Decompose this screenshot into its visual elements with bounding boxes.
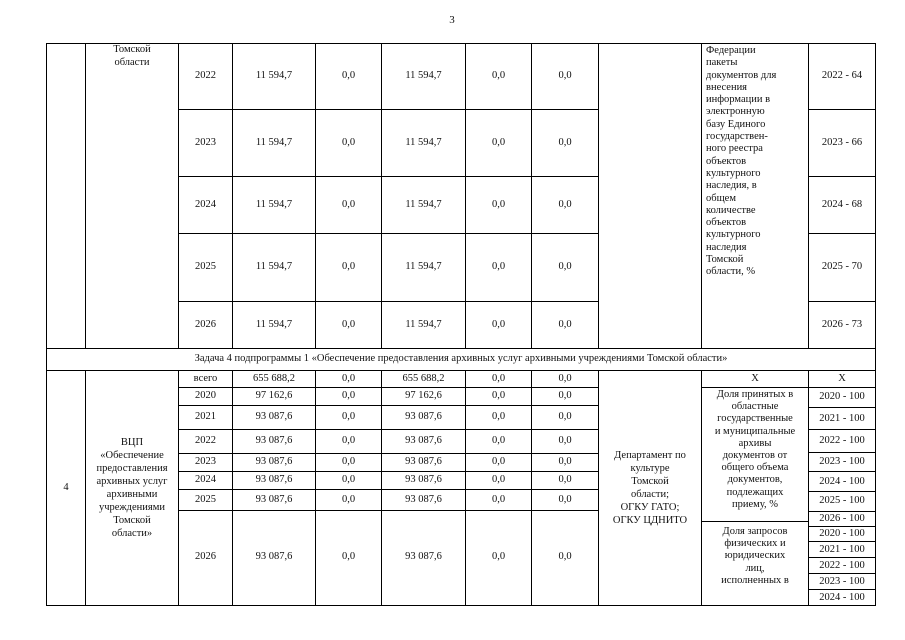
value-cell: 0,0	[532, 453, 599, 471]
value-cell: 0,0	[316, 429, 382, 453]
indicator-value: 2020 - 100	[809, 527, 875, 542]
value-cell: 0,0	[532, 44, 599, 110]
value-cell: 0,0	[466, 177, 532, 234]
indicator-cell: Федерации пакеты документов для внесения информации в электронную базу Единого государствен- ного реестра объектов культурного наследия, в общем количестве объектов культурного наследия Томской области, %	[702, 44, 809, 349]
target-value-cell: 2024 - 68	[809, 177, 876, 234]
value-cell: 0,0	[316, 234, 382, 302]
year-cell: 2020	[179, 388, 233, 406]
target-value-cell: 2025 - 70	[809, 234, 876, 302]
table-row	[47, 44, 876, 110]
year-cell: 2023	[179, 453, 233, 471]
event-name-cell: Томской области	[86, 44, 179, 349]
value-cell: 0,0	[466, 110, 532, 177]
value-cell: 0,0	[316, 490, 382, 510]
task-header-row	[47, 349, 876, 371]
value-cell: 0,0	[316, 302, 382, 349]
value-cell: 93 087,6	[382, 490, 466, 510]
value-cell: 0,0	[532, 490, 599, 510]
year-cell: 2025	[179, 490, 233, 510]
value-cell: 0,0	[532, 471, 599, 489]
indicator-value: 2021 - 100	[809, 408, 875, 430]
value-cell: 11 594,7	[382, 110, 466, 177]
value-cell: 11 594,7	[382, 302, 466, 349]
year-cell: 2021	[179, 406, 233, 430]
year-cell: всего	[179, 371, 233, 388]
value-cell: 93 087,6	[382, 471, 466, 489]
total-cell: 93 087,6	[233, 510, 316, 605]
target-value-cell: 2023 - 66	[809, 110, 876, 177]
indicator-values-cell	[809, 388, 876, 606]
value-cell: 0,0	[316, 453, 382, 471]
value-cell: 0,0	[532, 429, 599, 453]
year-cell: 2026	[179, 510, 233, 605]
value-cell: 0,0	[532, 406, 599, 430]
value-cell: 0,0	[532, 388, 599, 406]
total-cell: 97 162,6	[233, 388, 316, 406]
total-cell: 93 087,6	[233, 471, 316, 489]
total-cell: 11 594,7	[233, 302, 316, 349]
indicator-value: 2024 - 100	[809, 472, 875, 492]
indicator-value: 2026 - 100	[809, 512, 875, 527]
value-cell: 0,0	[316, 110, 382, 177]
value-cell: 11 594,7	[382, 177, 466, 234]
value-cell: 0,0	[466, 371, 532, 388]
year-cell: 2022	[179, 44, 233, 110]
page-number: 3	[449, 14, 455, 26]
total-cell: 93 087,6	[233, 453, 316, 471]
total-cell: 93 087,6	[233, 429, 316, 453]
x-cell: Х	[702, 371, 809, 388]
number-cell	[47, 44, 86, 349]
value-cell: 93 087,6	[382, 406, 466, 430]
year-cell: 2022	[179, 429, 233, 453]
year-cell: 2023	[179, 110, 233, 177]
indicator-value: 2022 - 100	[809, 558, 875, 574]
indicator-1-text: Доля принятых в областные государственные и муниципальные архивы документов от общего объема документов, подлежащих приему, %	[702, 388, 808, 522]
value-cell: 0,0	[316, 177, 382, 234]
program-table	[46, 43, 876, 606]
indicator-value: 2025 - 100	[809, 492, 875, 512]
value-cell: 0,0	[466, 510, 532, 605]
year-cell: 2025	[179, 234, 233, 302]
indicator-value: 2022 - 100	[809, 430, 875, 453]
value-cell: 0,0	[466, 388, 532, 406]
total-cell: 11 594,7	[233, 110, 316, 177]
task-header: Задача 4 подпрограммы 1 «Обеспечение предоставления архивных услуг архивными учреждениями Томской области»	[47, 349, 876, 371]
value-cell: 93 087,6	[382, 510, 466, 605]
value-cell: 0,0	[316, 388, 382, 406]
value-cell: 93 087,6	[382, 429, 466, 453]
value-cell: 0,0	[532, 371, 599, 388]
total-cell: 11 594,7	[233, 177, 316, 234]
indicator-2-text: Доля запросов физических и юридических лиц, исполненных в	[721, 526, 789, 586]
total-cell: 11 594,7	[233, 234, 316, 302]
value-cell: 0,0	[466, 302, 532, 349]
target-value-cell: 2022 - 64	[809, 44, 876, 110]
value-cell: 0,0	[316, 406, 382, 430]
value-cell: 0,0	[316, 510, 382, 605]
total-cell: 11 594,7	[233, 44, 316, 110]
value-cell: 0,0	[466, 453, 532, 471]
indicator-value: 2023 - 100	[809, 574, 875, 590]
total-cell: 655 688,2	[233, 371, 316, 388]
executor-cell: Департамент по культуре Томской области; ОГКУ ГАТО; ОГКУ ЦДНИТО	[599, 371, 702, 606]
value-cell: 93 087,6	[382, 453, 466, 471]
indicator-value: 2023 - 100	[809, 453, 875, 473]
year-cell: 2026	[179, 302, 233, 349]
table-row	[47, 371, 876, 388]
value-cell: 0,0	[316, 44, 382, 110]
number-cell: 4	[47, 371, 86, 606]
value-cell: 0,0	[532, 234, 599, 302]
executor-cell	[599, 44, 702, 349]
value-cell: 11 594,7	[382, 44, 466, 110]
value-cell: 0,0	[532, 302, 599, 349]
value-cell: 0,0	[532, 110, 599, 177]
target-value-cell: 2026 - 73	[809, 302, 876, 349]
year-cell: 2024	[179, 177, 233, 234]
value-cell: 0,0	[466, 406, 532, 430]
value-cell: 0,0	[466, 429, 532, 453]
event-name-cell: ВЦП «Обеспечение предоставления архивных услуг архивными учреждениями Томской области»	[86, 371, 179, 606]
value-cell: 0,0	[532, 177, 599, 234]
value-cell: 0,0	[316, 471, 382, 489]
value-cell: 0,0	[466, 471, 532, 489]
value-cell: 0,0	[466, 44, 532, 110]
indicators-cell	[702, 388, 809, 606]
value-cell: 97 162,6	[382, 388, 466, 406]
x-cell: Х	[809, 371, 876, 388]
value-cell: 0,0	[466, 234, 532, 302]
value-cell: 0,0	[532, 510, 599, 605]
year-cell: 2024	[179, 471, 233, 489]
total-cell: 93 087,6	[233, 406, 316, 430]
indicator-value: 2020 - 100	[809, 388, 875, 408]
total-cell: 93 087,6	[233, 490, 316, 510]
value-cell: 11 594,7	[382, 234, 466, 302]
value-cell: 0,0	[316, 371, 382, 388]
indicator-value: 2021 - 100	[809, 542, 875, 558]
value-cell: 0,0	[466, 490, 532, 510]
value-cell: 655 688,2	[382, 371, 466, 388]
indicator-value: 2024 - 100	[819, 591, 865, 603]
